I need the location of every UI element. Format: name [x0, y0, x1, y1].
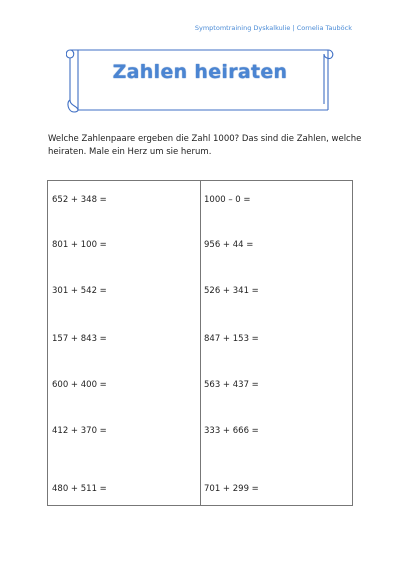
exercise-table [47, 180, 353, 506]
task-right-6: 333 + 666 = [204, 426, 259, 436]
page-title: Zahlen heiraten [112, 61, 288, 83]
task-left-6: 412 + 370 = [52, 426, 107, 436]
task-left-4: 157 + 843 = [52, 334, 107, 344]
task-left-3: 301 + 542 = [52, 286, 107, 296]
task-right-1: 1000 – 0 = [204, 195, 251, 205]
title-scroll-banner [66, 42, 334, 116]
instructions-text: Welche Zahlenpaare ergeben die Zahl 1000? Das sind die Zahlen, welche heiraten. Male ein Herz um sie herum. [48, 134, 362, 157]
table-column-divider [200, 181, 201, 505]
task-left-1: 652 + 348 = [52, 195, 107, 205]
task-left-2: 801 + 100 = [52, 240, 107, 250]
task-right-5: 563 + 437 = [204, 380, 259, 390]
document-header: Symptomtraining Dyskalkulie | Cornelia Tauböck [194, 24, 352, 32]
task-right-3: 526 + 341 = [204, 286, 259, 296]
task-right-4: 847 + 153 = [204, 334, 259, 344]
task-right-7: 701 + 299 = [204, 484, 259, 494]
task-right-2: 956 + 44 = [204, 240, 254, 250]
task-left-7: 480 + 511 = [52, 484, 107, 494]
task-left-5: 600 + 400 = [52, 380, 107, 390]
